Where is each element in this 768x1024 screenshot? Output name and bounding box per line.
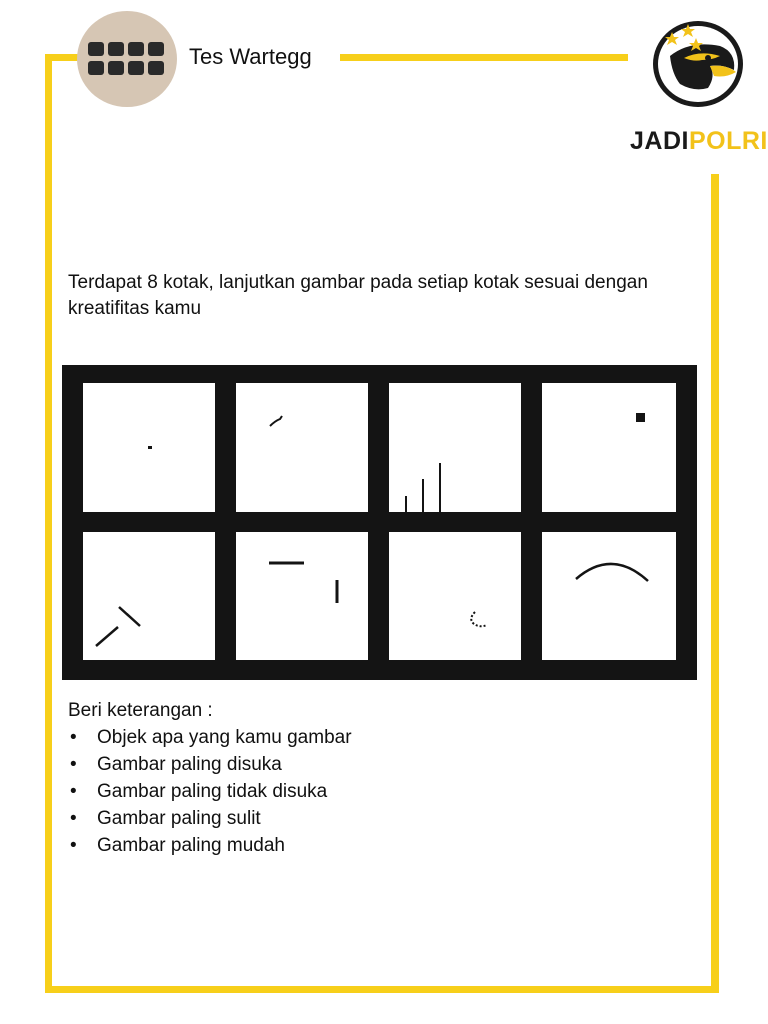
frame-left [45, 54, 52, 993]
list-item: • Gambar paling mudah [68, 832, 668, 859]
wartegg-box-3 [389, 383, 521, 512]
wartegg-box-8 [542, 532, 676, 660]
list-item: • Gambar paling sulit [68, 805, 668, 832]
brand-logo-text-part2: POLRI [688, 127, 768, 155]
list-item: • Objek apa yang kamu gambar [68, 724, 668, 751]
stimulus-dot [148, 446, 152, 449]
brand-logo-text-part1: JADI [630, 127, 689, 155]
wartegg-box-7 [389, 532, 521, 660]
wartegg-box-4 [542, 383, 676, 512]
instruction-text: Terdapat 8 kotak, lanjutkan gambar pada setiap kotak sesuai dengan kreatifitas kamu [68, 272, 648, 319]
notes-section [68, 697, 668, 859]
grid-icon [88, 42, 164, 76]
eagle-head-logo-icon [650, 18, 746, 110]
list-item: • Gambar paling tidak disuka [68, 778, 668, 805]
wartegg-test-sheet [62, 365, 697, 680]
page-title: Tes Wartegg [189, 44, 312, 69]
wartegg-box-6 [236, 532, 368, 660]
brand-logo-text [630, 126, 768, 156]
frame-right [711, 174, 719, 993]
list-item: • Gambar paling disuka [68, 751, 668, 778]
notes-list [68, 724, 668, 859]
frame-bottom [45, 986, 719, 993]
stimulus-small-square [636, 413, 645, 422]
frame-top-right [340, 54, 628, 61]
notes-heading: Beri keterangan : [68, 700, 213, 721]
wartegg-box-2 [236, 383, 368, 512]
